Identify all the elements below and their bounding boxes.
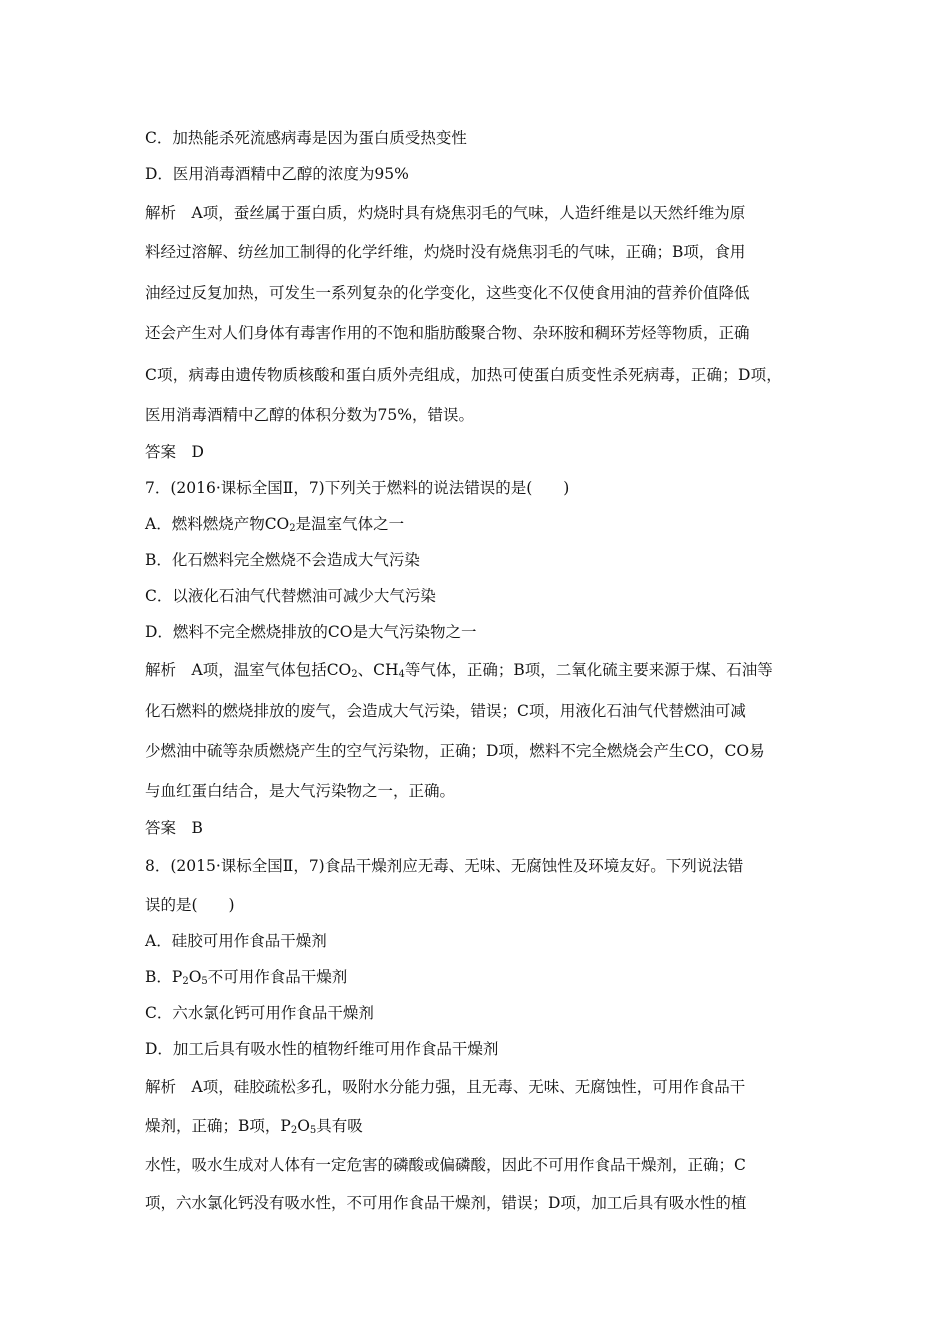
option-c-q6: C．加热能杀死流感病毒是因为蛋白质受热变性: [145, 129, 467, 147]
option-c-q7: C．以液化石油气代替燃油可减少大气污染: [145, 587, 436, 605]
analysis-q6-line5: C项，病毒由遗传物质核酸和蛋白质外壳组成，加热可使蛋白质变性杀死病毒，正确；D项，: [145, 366, 782, 384]
analysis-q7-line4: 与血红蛋白结合，是大气污染物之一，正确。: [145, 782, 456, 800]
analysis-q7-line3: 少燃油中硫等杂质燃烧产生的空气污染物，正确；D项，燃料不完全燃烧会产生CO，CO易: [145, 742, 765, 760]
analysis-q8-line2: 燥剂，正确；B项，$P_2O_5$具有吸: [145, 1117, 363, 1136]
question-7-stem: 7．(2016·课标全国Ⅱ，7)下列关于燃料的说法错误的是( ): [145, 479, 570, 497]
analysis-q6-line1: 解析 A项，蚕丝属于蛋白质，灼烧时具有烧焦羽毛的气味，人造纤维是以天然纤维为原: [145, 204, 746, 222]
option-a-q7: A．燃料燃烧产物$CO_2$是温室气体之一: [145, 515, 405, 534]
question-8-stem-line2: 误的是( ): [145, 896, 235, 914]
analysis-q8-line3: 水性，吸水生成对人体有一定危害的磷酸或偏磷酸，因此不可用作食品干燥剂，正确；C: [145, 1156, 746, 1174]
analysis-q6-line3: 油经过反复加热，可发生一系列复杂的化学变化，这些变化不仅使食用油的营养价值降低: [145, 284, 750, 302]
question-8-stem-line1: 8．(2015·课标全国Ⅱ，7)食品干燥剂应无毒、无味、无腐蚀性及环境友好。下列说法错: [145, 857, 744, 875]
option-d-q6: D．医用消毒酒精中乙醇的浓度为95%: [145, 165, 409, 183]
analysis-q6-line4: 还会产生对人们身体有毒害作用的不饱和脂肪酸聚合物、杂环胺和稠环芳烃等物质，正确: [145, 324, 750, 342]
analysis-q6-line2: 料经过溶解、纺丝加工制得的化学纤维，灼烧时没有烧焦羽毛的气味，正确；B项，食用: [145, 243, 746, 261]
option-d-q8: D．加工后具有吸水性的植物纤维可用作食品干燥剂: [145, 1040, 499, 1058]
analysis-q8-line4: 项，六水氯化钙没有吸水性，不可用作食品干燥剂，错误；D项，加工后具有吸水性的植: [145, 1194, 747, 1212]
analysis-q8-line1: 解析 A项，硅胶疏松多孔，吸附水分能力强，且无毒、无味、无腐蚀性，可用作食品干: [145, 1078, 746, 1096]
option-c-q8: C．六水氯化钙可用作食品干燥剂: [145, 1004, 374, 1022]
answer-q7: 答案 B: [145, 819, 203, 837]
option-b-q8: B．$P_2O_5$不可用作食品干燥剂: [145, 968, 348, 987]
option-d-q7: D．燃料不完全燃烧排放的CO是大气污染物之一: [145, 623, 477, 641]
analysis-q7-line1: 解析 A项，温室气体包括$CO_2$、$CH_4$等气体，正确；B项，二氧化硫主要来源于煤、石油等: [145, 661, 773, 680]
option-b-q7: B．化石燃料完全燃烧不会造成大气污染: [145, 551, 420, 569]
analysis-q6-line6: 医用消毒酒精中乙醇的体积分数为75%，错误。: [145, 406, 474, 424]
answer-q6: 答案 D: [145, 443, 204, 461]
analysis-q7-line2: 化石燃料的燃烧排放的废气，会造成大气污染，错误；C项，用液化石油气代替燃油可减: [145, 702, 746, 720]
option-a-q8: A．硅胶可用作食品干燥剂: [145, 932, 327, 950]
